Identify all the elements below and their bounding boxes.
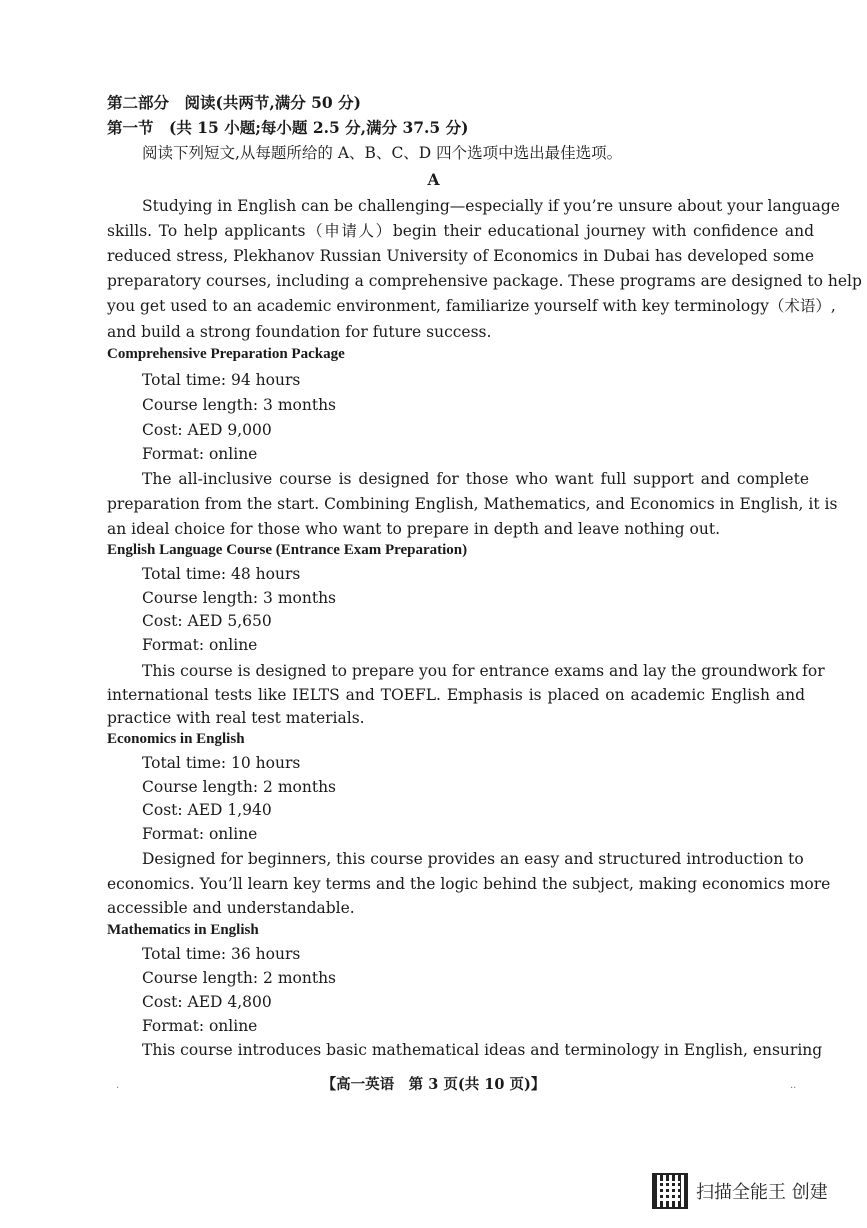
course-desc-line: international tests like IELTS and TOEFL. Emphasis is placed on academic English and [107,686,805,704]
course-format: Format: online [142,1017,258,1035]
course-cost: Cost: AED 4,800 [142,993,272,1011]
course-cost: Cost: AED 5,650 [142,612,272,630]
passage-letter: A [427,170,440,189]
course-title: Mathematics in English [107,922,259,938]
scan-speck: . [116,1080,120,1091]
course-format: Format: online [142,636,258,654]
course-total-time: Total time: 94 hours [142,371,301,389]
course-desc-line: an ideal choice for those who want to prepare in depth and leave nothing out. [107,520,720,538]
intro-line: skills. To help applicants（申请人）begin their educational journey with confidence and [107,222,814,240]
course-total-time: Total time: 48 hours [142,565,301,583]
course-title: Economics in English [107,731,245,747]
course-title: Comprehensive Preparation Package [107,346,345,362]
course-length: Course length: 3 months [142,589,336,607]
intro-line: you get used to an academic environment, familiarize yourself with key terminology（术语）, [107,297,836,315]
intro-line: and build a strong foundation for future success. [107,323,492,341]
course-desc-line: practice with real test materials. [107,709,365,727]
course-desc-line: This course introduces basic mathematical ideas and terminology in English, ensuring [142,1041,823,1059]
section-title: 第二部分 阅读(共两节,满分 50 分) [107,93,361,112]
course-cost: Cost: AED 9,000 [142,421,272,439]
instruction: 阅读下列短文,从每题所给的 A、B、C、D 四个选项中选出最佳选项。 [142,144,623,162]
qr-code-icon [652,1173,688,1209]
course-format: Format: online [142,825,258,843]
course-cost: Cost: AED 1,940 [142,801,272,819]
scanner-label: 扫描全能王 创建 [696,1182,828,1203]
course-desc-line: This course is designed to prepare you for entrance exams and lay the groundwork for [142,662,825,680]
course-length: Course length: 2 months [142,778,336,796]
intro-line: preparatory courses, including a comprehensive package. These programs are designed to help [107,272,862,290]
course-format: Format: online [142,445,258,463]
subsection-title: 第一节 (共 15 小题;每小题 2.5 分,满分 37.5 分) [107,118,469,137]
course-total-time: Total time: 36 hours [142,945,301,963]
scan-speck: .. [790,1080,797,1091]
course-desc-line: economics. You’ll learn key terms and the logic behind the subject, making economics more [107,875,831,893]
course-length: Course length: 2 months [142,969,336,987]
scanner-watermark [652,1173,828,1209]
course-length: Course length: 3 months [142,396,336,414]
course-title: English Language Course (Entrance Exam Preparation) [107,542,468,558]
course-desc-line: accessible and understandable. [107,899,355,917]
page-footer: 【高一英语 第 3 页(共 10 页)】 [321,1076,546,1093]
course-desc-line: Designed for beginners, this course provides an easy and structured introduction to [142,850,804,868]
course-desc-line: preparation from the start. Combining English, Mathematics, and Economics in English, it is [107,495,838,513]
intro-line: reduced stress, Plekhanov Russian University of Economics in Dubai has developed some [107,247,814,265]
course-desc-line: The all-inclusive course is designed for those who want full support and complete [142,470,809,488]
course-total-time: Total time: 10 hours [142,754,301,772]
intro-line: Studying in English can be challenging—especially if you’re unsure about your language [142,197,840,215]
